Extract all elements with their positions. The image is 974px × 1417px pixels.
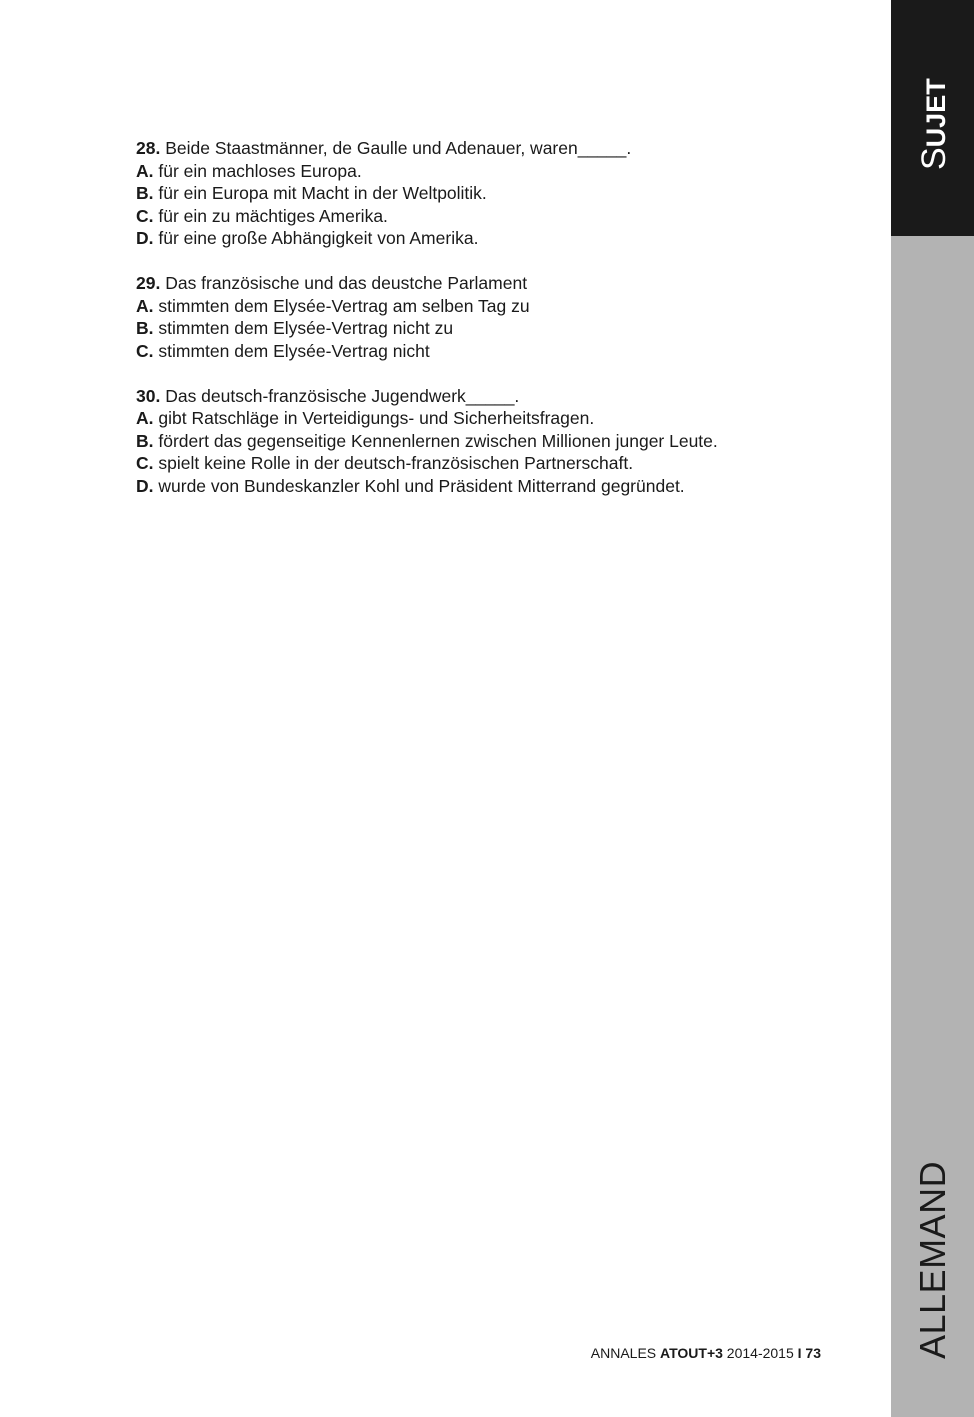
option-text: für ein zu mächtiges Amerika. [158,205,388,226]
footer-year: 2014-2015 [726,1345,794,1361]
option-letter: B. [136,318,154,338]
section-label-rest: UJET [921,78,951,148]
section-label-initial: S [915,147,953,170]
question-number: 28. [136,138,161,158]
question-text: Das deutsch-französische Jugendwerk_____. [165,385,520,406]
answer-option [136,182,876,205]
question-number: 30. [136,385,161,406]
page-number: 73 [805,1345,821,1361]
option-text: für eine große Abhängigkeit von Amerika. [158,228,479,248]
question-29 [136,272,876,362]
question-stem [136,137,876,160]
option-text: stimmten dem Elysée-Vertrag am selben Tag zu [158,295,530,316]
option-letter: B. [136,183,154,203]
option-letter: D. [136,475,154,496]
answer-option [136,340,876,363]
question-30 [136,385,876,498]
answer-option [136,205,876,228]
option-letter: C. [136,340,154,361]
option-text: fördert das gegenseitige Kennenlernen zwischen Millionen junger Leute. [158,430,718,451]
option-text: spielt keine Rolle in der deutsch-französischen Partnerschaft. [158,453,634,473]
subject-label-allemand: ALLEMAND [912,1160,953,1359]
footer-prefix: ANNALES [590,1345,657,1361]
question-text: Beide Staastmänner, de Gaulle und Adenauer, waren_____. [165,138,632,158]
option-text: wurde von Bundeskanzler Kohl und Präsident Mitterrand gegründet. [158,475,685,496]
question-28 [136,137,876,250]
answer-option [136,475,876,498]
question-text: Das französische und das deustche Parlament [165,273,528,293]
option-text: für ein machloses Europa. [158,160,362,181]
footer-separator: I [797,1345,802,1361]
answer-option [136,317,876,340]
answer-option [136,295,876,318]
option-letter: D. [136,228,154,248]
option-letter: A. [136,160,154,181]
answer-option [136,407,876,430]
option-text: stimmten dem Elysée-Vertrag nicht [158,340,430,361]
option-letter: A. [136,295,154,316]
option-text: stimmten dem Elysée-Vertrag nicht zu [158,318,454,338]
option-letter: C. [136,453,154,473]
answer-option [136,452,876,475]
option-text: für ein Europa mit Macht in der Weltpolitik. [158,183,487,203]
option-letter: C. [136,205,154,226]
option-letter: B. [136,430,154,451]
question-stem [136,272,876,295]
answer-option [136,160,876,183]
question-list [136,137,876,520]
question-number: 29. [136,273,161,293]
question-stem [136,385,876,408]
footer-brand: ATOUT+3 [660,1345,723,1361]
option-letter: A. [136,408,154,428]
section-label-sujet [914,78,956,170]
option-text: gibt Ratschläge in Verteidigungs- und Sicherheitsfragen. [158,408,595,428]
answer-option [136,430,876,453]
answer-option [136,227,876,250]
page-footer [591,1344,821,1362]
